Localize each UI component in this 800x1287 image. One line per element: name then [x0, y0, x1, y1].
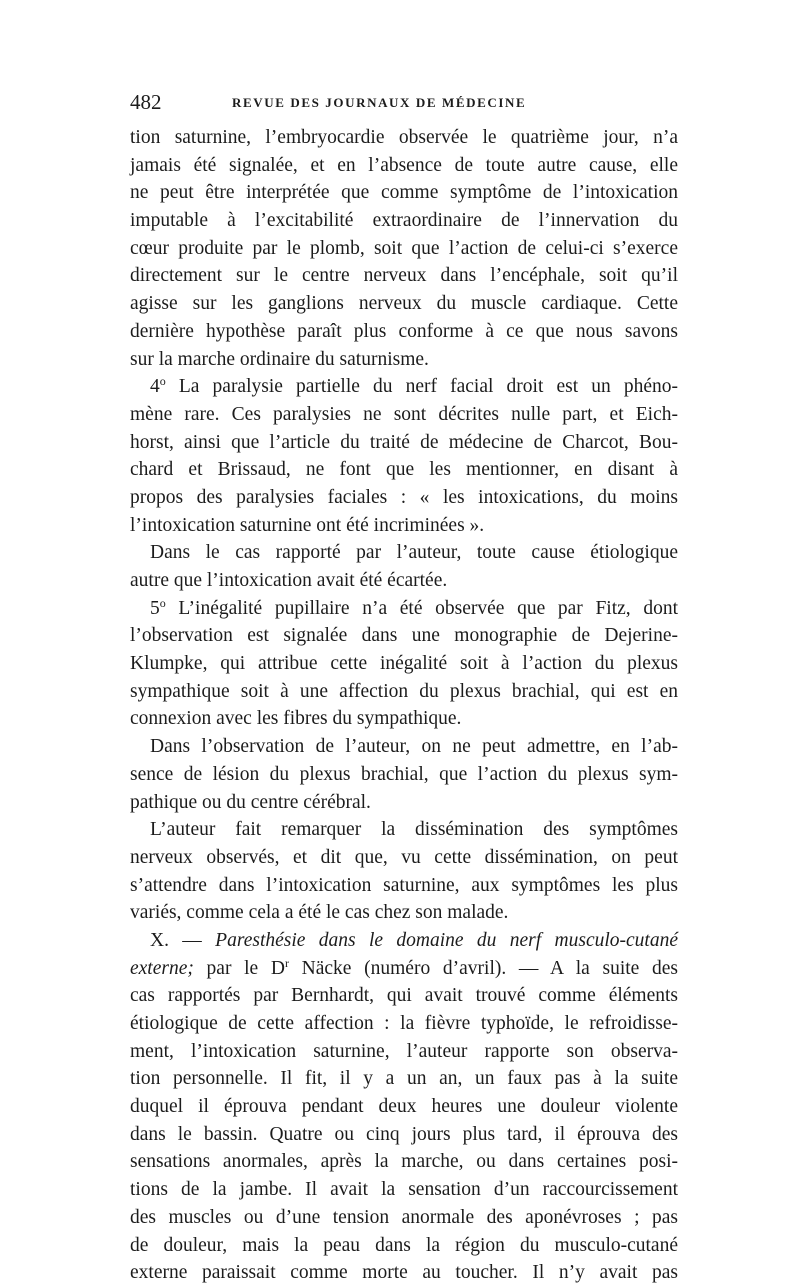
text-line: sence de lésion du plexus brachial, que l’action du plexus sym-	[130, 763, 678, 785]
text-line: chard et Brissaud, ne font que les mentionner, en disant à	[130, 459, 678, 481]
text-line: s’attendre dans l’intoxication saturnine, aux symptômes les plus	[130, 874, 678, 896]
text-line: autre que l’intoxication avait été écartée.	[130, 570, 448, 591]
page-number: 482	[130, 90, 162, 114]
text-line: L’auteur fait remarquer la dissémination des symptômes	[150, 819, 678, 841]
text-line: sensations anormales, après la marche, ou dans certaines posi-	[130, 1151, 678, 1173]
text-line: étiologique de cette affection : la fièvre typhoïde, le refroidisse-	[130, 1013, 678, 1034]
text-line: dans le bassin. Quatre ou cinq jours plus tard, il éprouva des	[130, 1123, 678, 1145]
text-line: sur la marche ordinaire du saturnisme.	[130, 348, 429, 370]
text-line: cœur produite par le plomb, soit que l’action de celui-ci s’exerce	[130, 237, 678, 259]
text-line: imputable à l’excitabilité extraordinaire de l’innervation du	[130, 210, 678, 232]
text-line: nerveux observés, et dit que, vu cette dissémination, on peut	[130, 846, 678, 868]
ordinal-mark: o	[159, 374, 166, 389]
text-line: l’intoxication saturnine ont été incriminées ».	[130, 514, 485, 536]
text-line: cas rapportés par Bernhardt, qui avait trouvé comme éléments	[130, 985, 678, 1007]
text-line: sympathique soit à une affection du plexus brachial, qui est en	[130, 680, 678, 702]
text-line: Dans l’observation de l’auteur, on ne peut admettre, en l’ab-	[150, 736, 678, 758]
text-line: tion personnelle. Il fit, il y a un an, un faux pas à la suite	[130, 1068, 678, 1090]
text-line: directement sur le centre nerveux dans l’encéphale, soit qu’il	[130, 265, 678, 287]
section-x-second-line	[130, 955, 678, 983]
article-text	[130, 124, 678, 1287]
text-line: propos des paralysies faciales : « les intoxications, du moins	[130, 486, 678, 508]
text-line: l’observation est signalée dans une monographie de Dejerine-	[130, 625, 678, 647]
text-line: ne peut être interprétée que comme symptôme de l’intoxication	[130, 182, 678, 204]
text-line: horst, ainsi que l’article du traité de médecine de Charcot, Bou-	[130, 431, 678, 453]
text-line: variés, comme cela a été le cas chez son malade.	[130, 902, 509, 924]
paragraph-4-first-line	[130, 373, 678, 401]
item-number: 4	[150, 376, 160, 398]
text-line: mène rare. Ces paralysies ne sont décrites nulle part, et Eich-	[130, 403, 678, 425]
section-label: X. —	[150, 929, 216, 951]
title-superscript: r	[284, 955, 289, 970]
text-line: duquel il éprouva pendant deux heures une douleur violente	[130, 1096, 678, 1118]
text-line: jamais été signalée, et en l’absence de toute autre cause, elle	[130, 154, 678, 176]
section-title: Paresthésie dans le domaine du nerf musculo-cutané	[215, 929, 678, 951]
text-line: ment, l’intoxication saturnine, l’auteur rapporte son observa-	[130, 1040, 678, 1062]
text-line: Dans le cas rapporté par l’auteur, toute cause étiologique	[150, 542, 678, 564]
text-fragment: La paralysie partielle du nerf facial droit est un phéno-	[178, 376, 678, 398]
text-line: tion saturnine, l’embryocardie observée le quatrième jour, n’a	[130, 127, 678, 148]
text-line: de douleur, mais la peau dans la région du musculo-cutané	[130, 1234, 678, 1256]
section-x-first-line	[130, 927, 678, 955]
running-title: REVUE DES JOURNAUX DE MÉDECINE	[232, 95, 527, 110]
text-fragment: par le D	[193, 957, 285, 979]
text-line: agisse sur les ganglions nerveux du muscle cardiaque. Cette	[130, 293, 678, 315]
page-header	[130, 88, 678, 116]
section-title-end: externe;	[130, 957, 194, 979]
text-fragment: Näcke (numéro d’avril). — A la suite des	[288, 957, 678, 979]
paragraph-5-first-line	[130, 595, 678, 623]
text-line: connexion avec les fibres du sympathique.	[130, 708, 462, 730]
text-line: externe paraissait comme morte au toucher. Il n’y avait pas	[130, 1262, 678, 1284]
item-number: 5	[150, 597, 160, 619]
text-line: Klumpke, qui attribue cette inégalité soit à l’action du plexus	[130, 653, 678, 675]
text-line: tions de la jambe. Il avait la sensation d’un raccourcissement	[130, 1179, 678, 1201]
text-fragment: L’inégalité pupillaire n’a été observée que par Fitz, dont	[178, 597, 678, 619]
text-line: dernière hypothèse paraît plus conforme à ce que nous savons	[130, 320, 678, 342]
text-line: pathique ou du centre cérébral.	[130, 791, 371, 813]
ordinal-mark: o	[159, 595, 166, 610]
text-line: des muscles ou d’une tension anormale des aponévroses ; pas	[130, 1206, 678, 1228]
